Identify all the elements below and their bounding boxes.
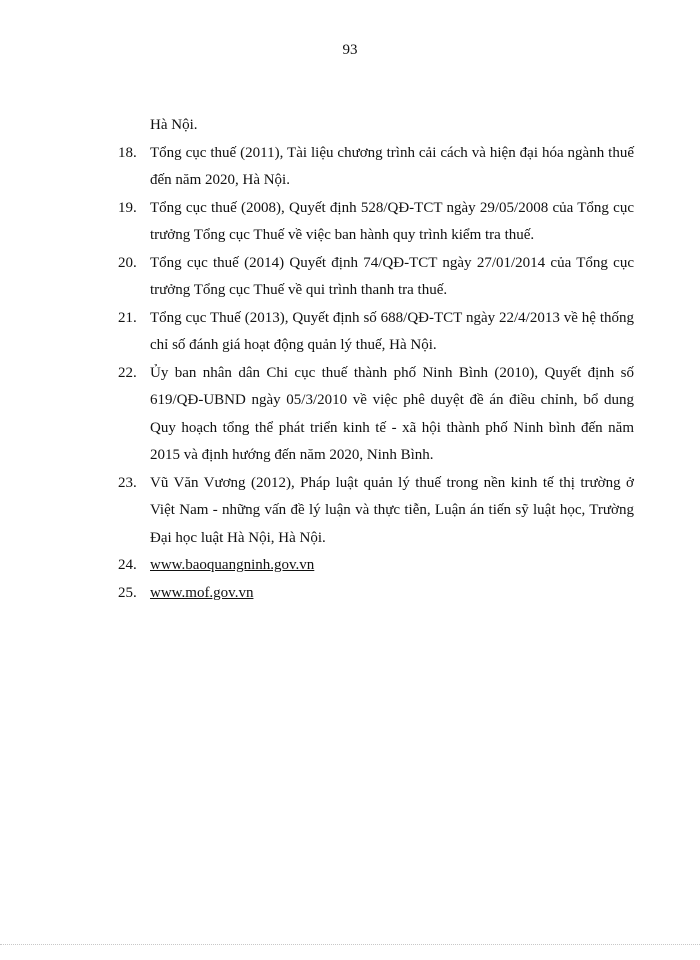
reference-item xyxy=(118,552,634,580)
reference-number: 22. xyxy=(118,364,137,381)
reference-text: Ủy ban nhân dân Chi cục thuế thành phố Ninh Bình (2010), Quyết định số 619/QĐ-UBND ngày 05/3/2010 về việc phê duyệt đề án điều chỉnh, bổ dung Quy hoạch tổng thể phát triển kinh tế - xã hội thành phố Ninh bình đến năm 2015 và định hướng đến năm 2020, Ninh Bình. xyxy=(150,364,634,463)
reference-number: 24. xyxy=(118,557,137,573)
reference-text: Tổng cục thuế (2014) Quyết định 74/QĐ-TCT ngày 27/01/2014 của Tổng cục trưởng Tổng cục Thuế về qui trình thanh tra thuế. xyxy=(150,254,634,298)
reference-number: 20. xyxy=(118,254,137,271)
reference-item xyxy=(118,140,634,195)
reference-number: 23. xyxy=(118,474,137,491)
reference-text: Vũ Văn Vương (2012), Pháp luật quản lý thuế trong nền kinh tế thị trường ở Việt Nam - những vấn đề lý luận và thực tiễn, Luận án tiến sỹ luật học, Trường Đại học luật Hà Nội, Hà Nội. xyxy=(150,474,634,546)
page-number: 93 xyxy=(342,42,358,58)
reference-number: 25. xyxy=(118,584,137,601)
reference-number: 18. xyxy=(118,144,137,161)
reference-item xyxy=(118,470,634,553)
reference-item xyxy=(118,195,634,250)
reference-item xyxy=(118,250,634,305)
reference-list xyxy=(118,112,634,607)
reference-link[interactable]: www.mof.gov.vn xyxy=(150,584,254,601)
reference-text: Tổng cục thuế (2008), Quyết định 528/QĐ-TCT ngày 29/05/2008 của Tổng cục trưởng Tổng cục Thuế về việc ban hành quy trình kiểm tra thuế. xyxy=(150,199,634,243)
reference-link[interactable]: www.baoquangninh.gov.vn xyxy=(150,557,315,573)
reference-number: 19. xyxy=(118,199,137,216)
reference-item xyxy=(118,305,634,360)
reference-text: Tổng cục Thuế (2013), Quyết định số 688/QĐ-TCT ngày 22/4/2013 về hệ thống chỉ số đánh giá hoạt động quản lý thuế, Hà Nội. xyxy=(150,309,634,353)
reference-item xyxy=(118,360,634,470)
reference-continuation: Hà Nội. xyxy=(150,117,198,133)
reference-number: 21. xyxy=(118,309,137,326)
reference-text: Tổng cục thuế (2011), Tài liệu chương trình cải cách và hiện đại hóa ngành thuế đến năm 2020, Hà Nội. xyxy=(150,144,634,188)
page-bottom-divider xyxy=(0,944,700,945)
reference-item xyxy=(118,580,634,608)
